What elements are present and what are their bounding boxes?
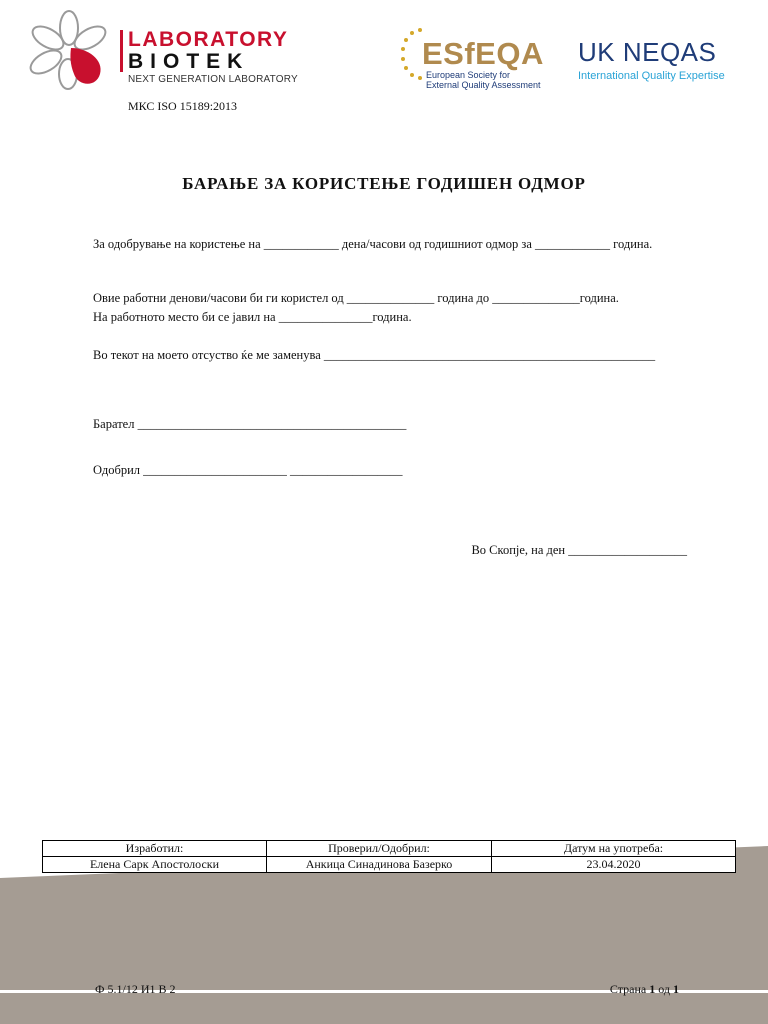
brand-line-1: LABORATORY	[128, 28, 289, 51]
esfeqa-subtitle-line-2: External Quality Assessment	[426, 80, 541, 90]
signature-table	[42, 840, 736, 873]
checked-by-value: Анкица Синадинова Базерко	[267, 857, 492, 873]
approved-line: Одобрил _______________________ __________________	[93, 463, 403, 477]
uk-neqas-tagline: International Quality Expertise	[578, 70, 725, 82]
iso-standard: МКС ISO 15189:2013	[128, 99, 238, 113]
table-row	[43, 841, 736, 857]
uk-neqas-logo	[578, 37, 725, 82]
header-checked-by: Проверил/Одобрил:	[267, 841, 492, 857]
page-prefix: Страна	[609, 982, 650, 996]
esfeqa-logo	[398, 24, 558, 92]
form-title: БАРАЊЕ ЗА КОРИСТЕЊЕ ГОДИШЕН ОДМОР	[182, 174, 586, 193]
date-of-use-value: 23.04.2020	[492, 857, 736, 873]
brand-tagline: NEXT GENERATION LABORATORY	[128, 74, 298, 85]
page-current: 1	[649, 982, 656, 996]
dates-line-1: Овие работни денови/часови би ги користел од ______________ година до ______________година.	[93, 291, 619, 305]
page-mid: од	[655, 982, 673, 996]
header-date-of-use: Датум на употреба:	[492, 841, 736, 857]
biotek-flower-logo	[26, 8, 112, 92]
uk-neqas-wordmark: UK NEQAS	[578, 37, 717, 67]
esfeqa-subtitle	[426, 70, 541, 90]
request-paragraph: За одобрување на користење на ____________ дена/часови од годишниот одмор за ____________ година.	[93, 237, 653, 251]
esfeqa-wordmark: ESfEQA	[422, 36, 544, 71]
applicant-line: Барател ___________________________________________	[93, 417, 407, 431]
place-date-line: Во Скопје, на ден ___________________	[471, 543, 687, 557]
prepared-by-value: Елена Сарк Апостолоски	[43, 857, 267, 873]
brand-bar	[120, 30, 123, 72]
dates-line-2: На работното место би се јавил на _______________година.	[93, 310, 412, 324]
brand-line-2: BIOTEK	[128, 50, 250, 73]
table-row	[43, 857, 736, 873]
substitute-line: Во текот на моето отсуство ќе ме заменува _____________________________________________________	[93, 348, 656, 362]
esfeqa-subtitle-line-1: European Society for	[426, 70, 511, 80]
header-prepared-by: Изработил:	[43, 841, 267, 857]
page-number	[560, 982, 679, 997]
form-code: Ф 5.1/12 И1 В 2	[95, 982, 176, 996]
page-total: 1	[673, 982, 679, 996]
